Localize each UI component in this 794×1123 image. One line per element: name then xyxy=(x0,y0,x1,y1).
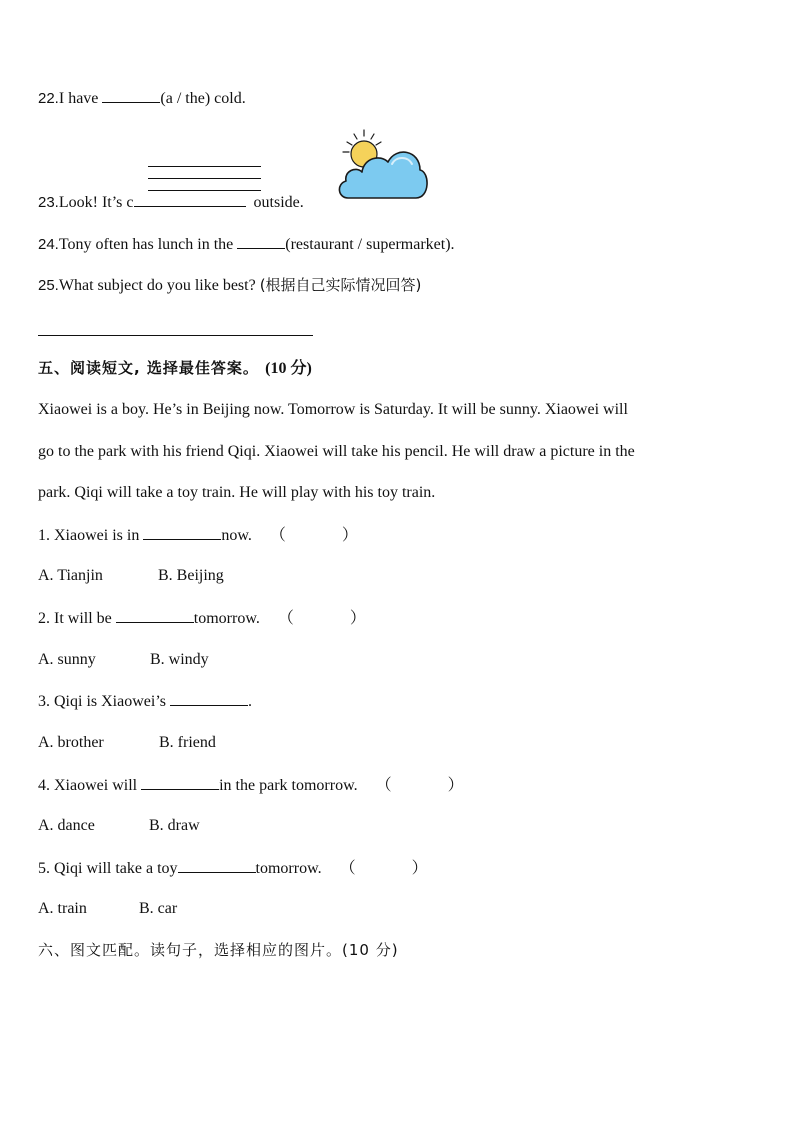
question-text: 2. It will be xyxy=(38,610,116,627)
passage-line-1: Xiaowei is a boy. He’s in Beijing now. Tomorrow is Saturday. It will be sunny. Xiaowei will xyxy=(38,401,628,418)
passage-line-3: park. Qiqi will take a toy train. He will play with his toy train. xyxy=(38,484,436,501)
option-a[interactable]: A. brother xyxy=(38,734,104,751)
option-row-3 xyxy=(38,733,104,753)
option-row-5 xyxy=(38,899,87,919)
question-text: Tony often has lunch in the xyxy=(58,236,238,253)
question-text: Look! It’s c xyxy=(58,194,134,211)
option-b[interactable]: B. windy xyxy=(150,651,209,668)
answer-blank[interactable] xyxy=(178,858,256,873)
sun-behind-cloud-icon xyxy=(334,126,430,206)
option-a[interactable]: A. Tianjin xyxy=(38,567,103,584)
question-text: 5. Qiqi will take a toy xyxy=(38,860,178,877)
reading-question-1 xyxy=(38,525,358,546)
option-row-4 xyxy=(38,816,95,836)
option-b-3 xyxy=(159,733,216,753)
section-6-heading: 六、图文匹配。读句子，选择相应的图片。(10 分) xyxy=(38,941,399,959)
option-b[interactable]: B. draw xyxy=(149,817,200,834)
option-a[interactable]: A. dance xyxy=(38,817,95,834)
question-text-after: (restaurant / supermarket). xyxy=(285,236,455,253)
option-row-2 xyxy=(38,650,96,670)
question-number: 25. xyxy=(38,277,59,294)
option-a[interactable]: A. sunny xyxy=(38,651,96,668)
question-text-after: outside. xyxy=(249,194,304,211)
question-text: I have xyxy=(58,90,103,107)
reading-question-5 xyxy=(38,858,428,879)
option-row-1 xyxy=(38,566,103,586)
question-24 xyxy=(38,234,455,255)
section-score: (10 分) xyxy=(265,360,312,377)
question-text: 4. Xiaowei will xyxy=(38,777,142,794)
question-25 xyxy=(38,275,421,296)
answer-blank[interactable] xyxy=(116,608,194,623)
question-number: 24. xyxy=(38,236,59,253)
answer-bracket[interactable]: （ ） xyxy=(277,610,366,627)
question-number: 23. xyxy=(38,194,59,211)
question-text-after: tomorrow. xyxy=(193,610,260,627)
answer-blank[interactable] xyxy=(237,234,285,249)
answer-bracket[interactable]: （ ） xyxy=(339,860,428,877)
answer-line[interactable] xyxy=(38,335,313,336)
question-note: (根据自己实际情况回答) xyxy=(259,276,422,294)
question-text-after: in the park tomorrow. xyxy=(219,777,358,794)
question-text: 1. Xiaowei is in xyxy=(38,527,144,544)
section-5-heading xyxy=(38,358,312,379)
question-text-after: . xyxy=(248,693,252,710)
answer-blank[interactable] xyxy=(170,691,248,706)
question-number: 22. xyxy=(38,90,59,107)
reading-question-3 xyxy=(38,691,252,712)
question-23 xyxy=(38,192,304,213)
question-text-after: tomorrow. xyxy=(255,860,322,877)
answer-bracket[interactable]: （ ） xyxy=(269,527,358,544)
question-text-after: (a / the) cold. xyxy=(160,90,246,107)
question-text: What subject do you like best? xyxy=(58,277,260,294)
answer-blank[interactable] xyxy=(102,88,160,103)
option-b[interactable]: B. car xyxy=(139,900,178,917)
answer-blank[interactable] xyxy=(143,525,221,540)
option-b[interactable]: B. Beijing xyxy=(158,567,224,584)
question-text-after: now. xyxy=(221,527,252,544)
answer-blank[interactable] xyxy=(134,192,246,207)
question-22 xyxy=(38,88,246,109)
option-b-5 xyxy=(139,899,177,919)
option-b[interactable]: B. friend xyxy=(159,734,216,751)
option-b-4 xyxy=(149,816,200,836)
reading-question-2 xyxy=(38,608,366,629)
option-a[interactable]: A. train xyxy=(38,900,87,917)
question-text: 3. Qiqi is Xiaowei’s xyxy=(38,693,170,710)
section-title: 五、阅读短文, 选择最佳答案。 xyxy=(38,359,259,377)
option-b-1 xyxy=(158,566,224,586)
option-b-2 xyxy=(150,650,209,670)
passage-line-2: go to the park with his friend Qiqi. Xiaowei will take his pencil. He will draw a picture in the xyxy=(38,443,635,460)
answer-blank[interactable] xyxy=(141,775,219,790)
answer-bracket[interactable]: （ ） xyxy=(375,777,464,794)
reading-question-4 xyxy=(38,775,464,796)
